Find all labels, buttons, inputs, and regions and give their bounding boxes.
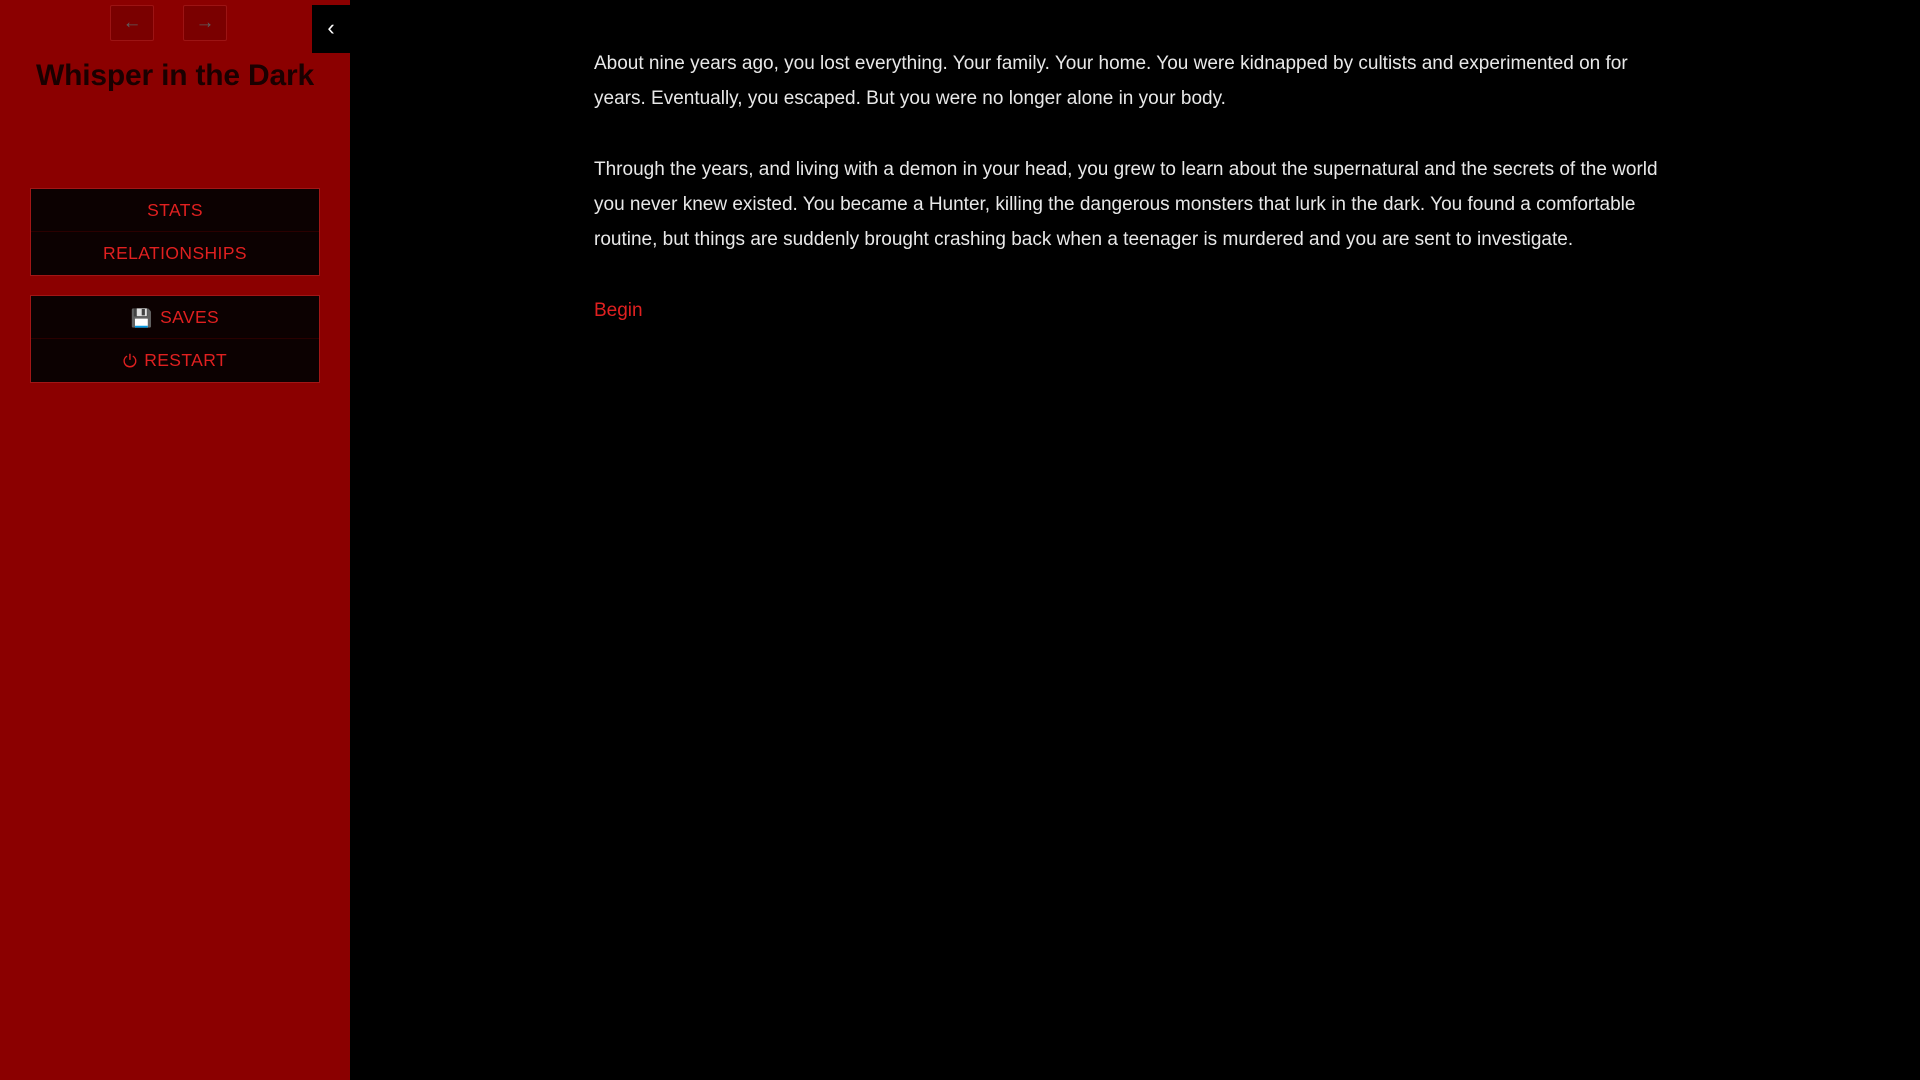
chevron-left-icon: ‹ [327, 15, 335, 40]
sidebar-menu-group-primary [30, 188, 320, 276]
arrow-left-icon: ← [122, 12, 142, 33]
story-paragraph: About nine years ago, you lost everything. Your family. Your home. You were kidnapped by cultists and experimented on for years. Eventually, you escaped. But you were no longer alone in your body. [594, 53, 1628, 109]
forward-button[interactable] [183, 5, 227, 41]
sidebar-collapse-button[interactable] [312, 5, 350, 53]
sidebar-menu-group-secondary [30, 295, 320, 383]
sidebar-item-stats[interactable] [31, 189, 319, 232]
arrow-right-icon: → [195, 12, 215, 33]
story-panel [350, 0, 1920, 1080]
story-paragraph: Through the years, and living with a demon in your head, you grew to learn about the supernatural and the secrets of the world you never knew existed. You became a Hunter, killing the dangerous monsters that lurk in the dark. You found a comfortable routine, but things are suddenly brought crashing back when a teenager is murdered and you are sent to investigate. [594, 159, 1658, 250]
sidebar-item-label: RELATIONSHIPS [103, 243, 247, 263]
back-button[interactable] [110, 5, 154, 41]
sidebar-nav-row [0, 5, 350, 47]
power-icon: ⏻ [122, 351, 138, 371]
save-disk-icon: 💾 [130, 308, 154, 328]
begin-choice-link[interactable]: Begin [594, 300, 643, 321]
sidebar-item-label: RESTART [144, 350, 228, 370]
sidebar-item-label: SAVES [160, 307, 220, 327]
sidebar-item-label: STATS [147, 200, 203, 220]
sidebar [0, 0, 350, 1080]
sidebar-item-relationships[interactable] [31, 232, 319, 275]
game-title: Whisper in the Dark [36, 59, 314, 92]
sidebar-item-restart[interactable] [31, 339, 319, 382]
sidebar-item-saves[interactable] [31, 296, 319, 339]
